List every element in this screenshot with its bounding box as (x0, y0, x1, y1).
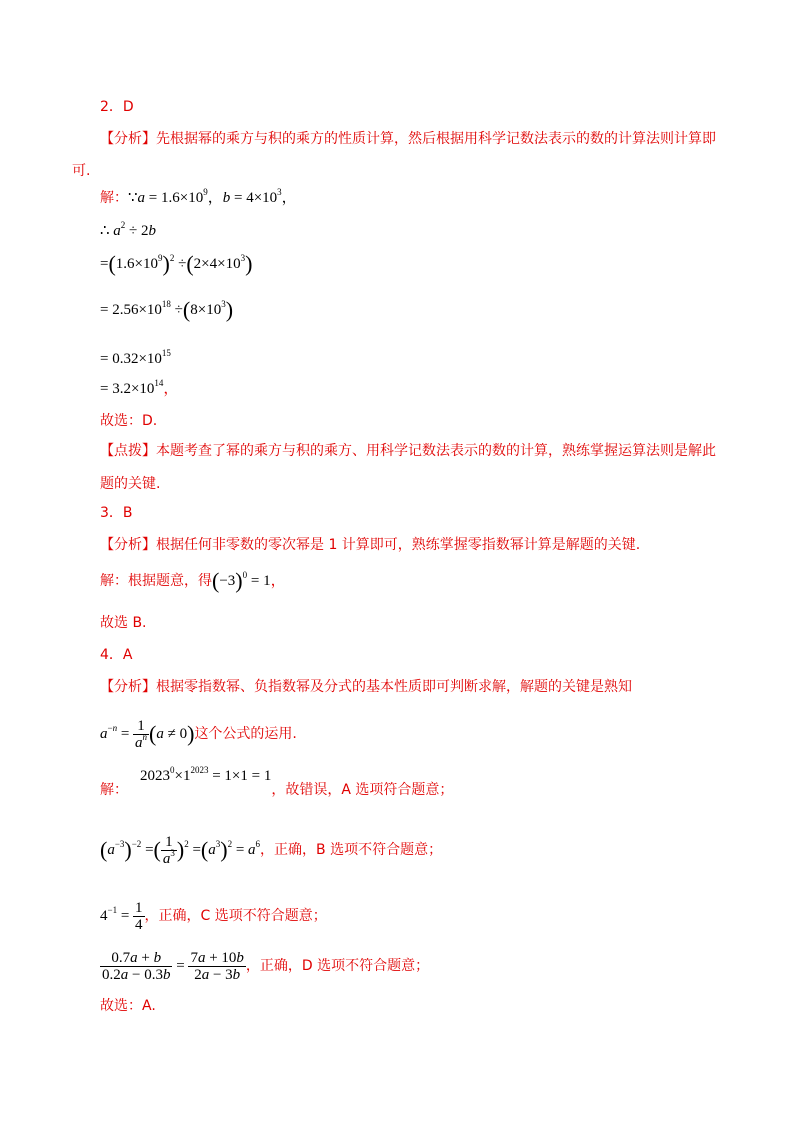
q4-formula-suffix: 这个公式的运用. (194, 725, 297, 742)
q4-formula-a: $2023^0\times 1^{2023} = 1\times 1 = 1$ (140, 765, 272, 784)
q3-answer: 3．B (100, 505, 133, 521)
q2-tip-cont: 题的关键. (100, 476, 161, 492)
q2-step5: = $3.2\times 10^{14}$， (100, 378, 179, 397)
q4-suffix-a: ，故错误，A 选项符合题意； (271, 782, 454, 798)
q4-choice: 故选：A. (100, 998, 156, 1014)
q3-solution-prefix: 解：根据题意，得 (100, 573, 212, 589)
q3-choice: 故选 B. (100, 615, 147, 631)
q2-solution-prefix: 解： (100, 190, 128, 206)
q2-choice: 故选：D. (100, 413, 158, 429)
q4-formula-b: $(a^{-3})^{-2}$ =( $\frac{1}{a^3}$ )$^2 =(a^3)^2 = a^6$ (100, 834, 261, 867)
q4-solution-a (100, 765, 454, 800)
q4-suffix-d: ，正确，D 选项不符合题意； (245, 957, 430, 974)
q2-tip: 【点拨】本题考查了幂的乘方与积的乘方、用科学记数法表示的数的计算，熟练掌握运算法则是解此 (100, 443, 716, 459)
q2-given-formula: ∵a = $1.6\times 10^9$，$b = 4\times 10^3$， (128, 187, 297, 206)
q4-suffix-c: ，正确，C 选项不符合题意； (144, 907, 327, 924)
q2-step3: = $2.56\times 10^{18} \div(8\times 10^3)$ (100, 297, 234, 322)
q2-solution-given (100, 188, 297, 208)
q2-step2: $=(1.6\times 10^9)^2 \div(2\times 4\times 10^3)$ (100, 251, 253, 276)
q3-analysis: 【分析】根据任何非零数的零次幂是 1 计算即可，熟练掌握零指数幂计算是解题的关键. (100, 537, 641, 553)
q4-formula-d: $\frac{0.7a + b}{0.2a - 0.3b}$ = $\frac{7a + 10b}{2a - 3b}$ (102, 950, 244, 983)
q4-solution-prefix: 解： (100, 782, 128, 798)
q2-analysis: 【分析】先根据幂的乘方与积的乘方的性质计算，然后根据用科学记数法表示的数的计算法则计算即 (100, 131, 716, 147)
q4-solution-d (100, 950, 429, 983)
q2-answer: 2．D (100, 99, 134, 115)
q2-step1: ∴ $a^2 \div 2b$ (100, 220, 157, 239)
q3-solution-formula: $(-3)^0 = 1$， (212, 568, 286, 593)
q3-solution (100, 568, 286, 593)
q4-analysis: 【分析】根据零指数幂、负指数幂及分式的基本性质即可判断求解，解题的关键是熟知 (100, 679, 632, 695)
q2-step4: = $0.32\times 10^{15}$ (100, 348, 171, 367)
q4-solution-b (100, 834, 442, 867)
q4-suffix-b: ，正确，B 选项不符合题意； (260, 841, 443, 858)
q4-formula: $a^{-n}$ = $\frac{1}{a^n}$ (a ≠ 0) (100, 718, 195, 751)
q4-solution-c (100, 900, 327, 933)
q4-formula-line (100, 718, 297, 751)
q4-formula-c: $4^{-1}$ = $\frac{1}{4}$ (100, 900, 143, 933)
q2-analysis-cont: 可. (72, 163, 91, 179)
q4-answer: 4．A (100, 647, 133, 663)
